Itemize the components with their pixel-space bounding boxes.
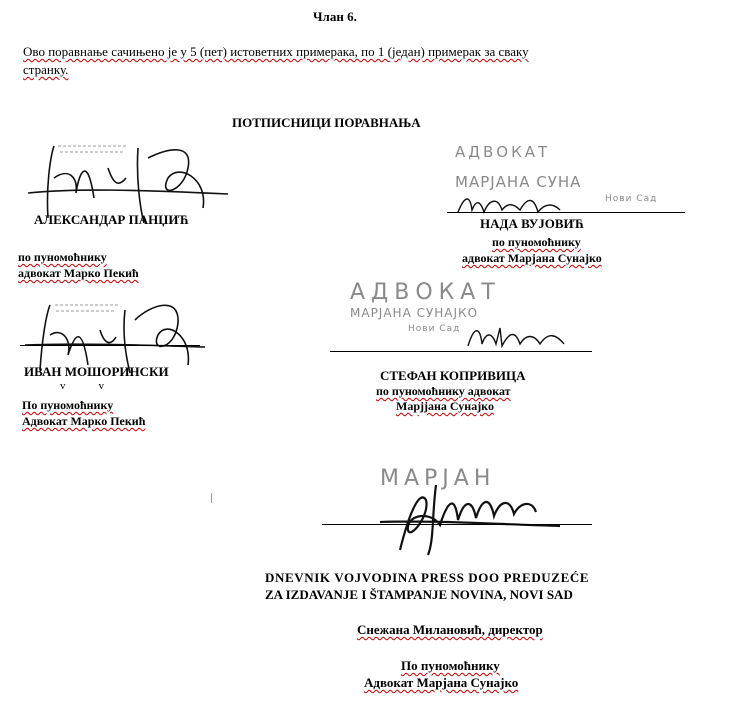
stamp3-line1: МАРЈАН xyxy=(380,466,496,491)
signature-company xyxy=(340,470,570,560)
article-heading: Члан 6. xyxy=(313,9,357,24)
article-text-line2: странку. xyxy=(23,62,69,77)
signatory1-name: АЛЕКСАНДАР ПАНЏИЋ xyxy=(34,212,189,227)
signatory4-signature-line xyxy=(330,351,592,352)
signatory3-name: ИВАН МОШОРИНСКИ xyxy=(24,364,169,379)
artifact-mark xyxy=(211,493,212,503)
signatory4-name: СТЕФАН КОПРИВИЦА xyxy=(380,368,526,383)
signatory4-lawyer: Марјјана Сунајко xyxy=(396,399,494,413)
signature-stefan xyxy=(460,320,580,354)
signatories-title: ПОТПИСНИЦИ ПОРАВНАЊА xyxy=(232,115,421,130)
company-director: Снежана Милановић, директор xyxy=(357,622,543,637)
company-name-line2: ZA IZDAVANJE I ŠTAMPANJE NOVINA, NOVI SAD xyxy=(265,587,573,602)
stamp2-line1: АДВОКАТ xyxy=(350,280,501,305)
signatory3-proxy: По пуномоћнику xyxy=(22,398,114,412)
signatory2-lawyer: адвокат Марјана Сунајко xyxy=(462,251,602,265)
signatory1-lawyer: адвокат Марко Пекић xyxy=(18,266,139,280)
company-name-line1: DNEVNIK VOJVODINA PRESS DOO PREDUZEĆE xyxy=(265,570,590,585)
signatory2-proxy: по пуномоћнику xyxy=(492,235,581,249)
signatory1-proxy: по пуномоћнику xyxy=(18,250,107,264)
stamp1-line1: АДВОКАТ xyxy=(455,143,551,161)
signatory2-signature-line xyxy=(447,212,685,213)
company-signature-line xyxy=(322,524,592,525)
stamp1-line3: Нови Сад xyxy=(605,194,658,204)
article-text-line1: Ово поравнање сачињено је у 5 (пет) истоветних примерака, по 1 (један) примерак за сваку xyxy=(23,44,529,59)
company-proxy: По пуномоћнику xyxy=(401,658,500,673)
stamp2-line2: МАРЈАНА СУНАЈКО xyxy=(350,306,479,320)
company-lawyer: Адвокат Марјана Сунајко xyxy=(364,675,519,690)
signatory2-name: НАДА ВУЈОВИЋ xyxy=(480,216,585,231)
signatory3-lawyer: Адвокат Марко Пекић xyxy=(22,414,146,428)
signatory3-marks: v v xyxy=(60,380,104,392)
signatory3-signature-line xyxy=(20,345,200,346)
stamp1-line2: МАРЈАНА СУНА xyxy=(455,173,582,191)
signatory4-proxy: по пуномоћнику адвокат xyxy=(376,384,511,398)
stamp2-line3: Нови Сад xyxy=(408,324,461,334)
